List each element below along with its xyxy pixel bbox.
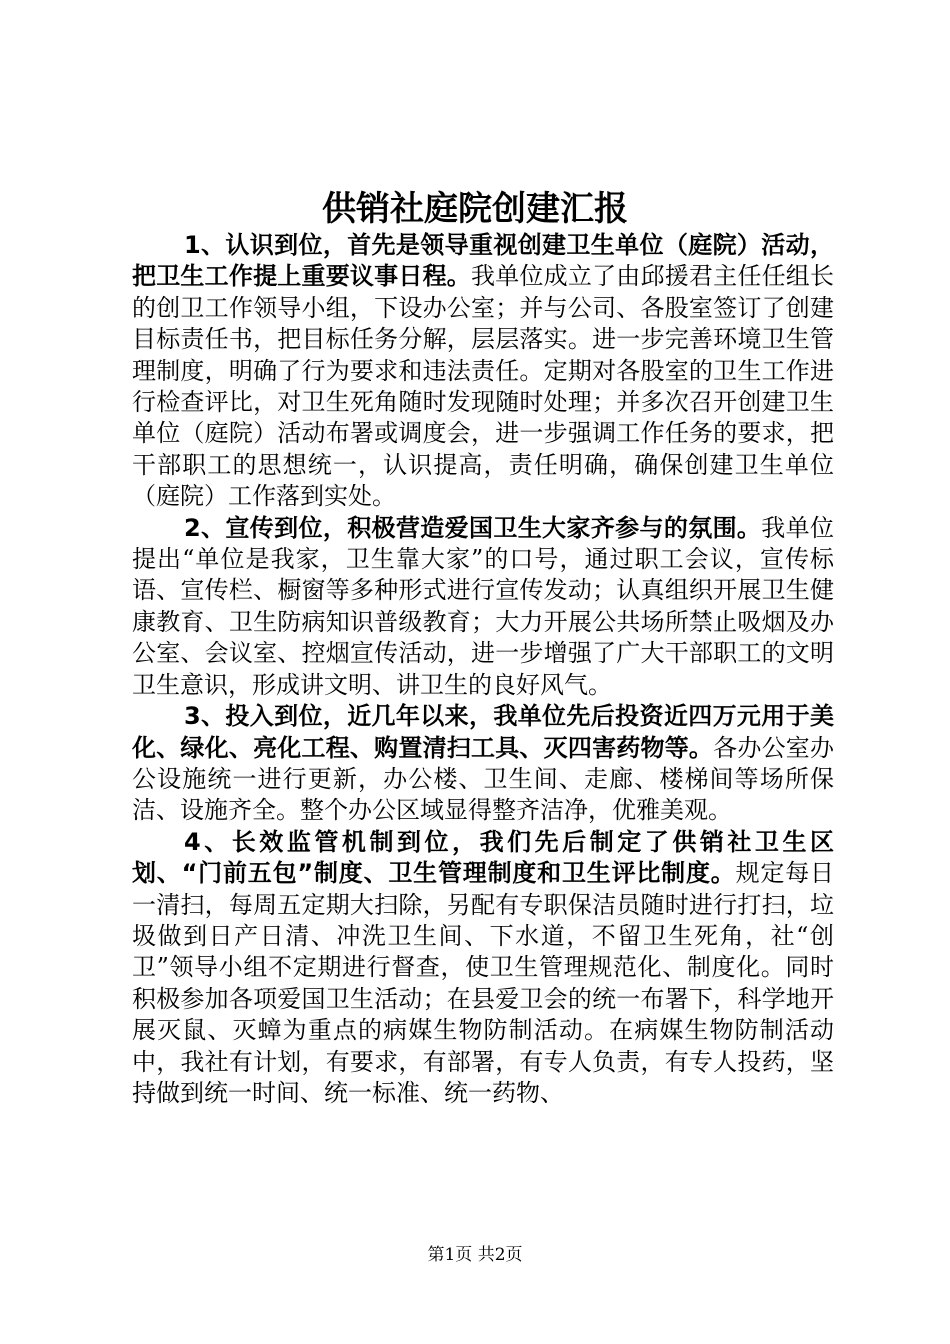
paragraph-lead: 3、投入到位，近几年以来，我单位先后投资近四万元用于美化、绿化、亮化工程、购置清扫工具、灭四害药物等。 xyxy=(132,702,834,762)
paragraph-text: 我单位成立了由邱援君主任任组长的创卫工作领导小组，下设办公室；并与公司、各股室签订了创建目标责任书，把目标任务分解，层层落实。进一步完善环境卫生管理制度，明确了行为要求和违法责任。定期对各股室的卫生工作进行检查评比，对卫生死角随时发现随时处理；并多次召开创建卫生单位（庭院）活动布署或调度会，进一步强调工作任务的要求，把干部职工的思想统一，认识提高，责任明确，确保创建卫生单位（庭院）工作落到实处。 xyxy=(132,262,834,511)
paragraph-text: 各办公室办公设施统一进行更新，办公楼、卫生间、走廊、楼梯间等场所保洁、设施齐全。整个办公区域显得整齐洁净，优雅美观。 xyxy=(132,733,835,825)
paragraph-lead: 1、认识到位，首先是领导重视创建卫生单位（庭院）活动，把卫生工作提上重要议事日程。 xyxy=(132,231,834,291)
paragraph-text: 规定每日一清扫，每周五定期大扫除，另配有专职保洁员随时进行打扫，垃圾做到日产日清、冲洗卫生间、下水道，不留卫生死角，社“创卫”领导小组不定期进行督查，使卫生管理规范化、制度化。同时积极参加各项爱国卫生活动；在县爱卫会的统一布署下，科学地开展灭鼠、灭蟑为重点的病媒生物防制活动。在病媒生物防制活动中，我社有计划，有要求，有部署，有专人负责，有专人投药，坚持做到统一时间、统一标准、统一药物、 xyxy=(132,859,834,1107)
document-body xyxy=(132,230,834,1109)
paragraph-lead: 2、宣传到位，积极营造爱国卫生大家齐参与的氛围。 xyxy=(184,513,762,542)
page-footer: 第1页 共2页 xyxy=(427,1245,523,1265)
paragraph-1 xyxy=(132,230,834,513)
document-title: 供销社庭院创建汇报 xyxy=(322,189,628,229)
paragraph-4 xyxy=(132,827,834,1110)
paragraph-text: 我单位提出“单位是我家，卫生靠大家”的口号，通过职工会议，宣传标语、宣传栏、橱窗等多种形式进行宣传发动；认真组织开展卫生健康教育、卫生防病知识普级教育；大力开展公共场所禁止吸烟及办公室、会议室、控烟宣传活动，进一步增强了广大干部职工的文明卫生意识，形成讲文明、讲卫生的良好风气。 xyxy=(132,513,834,699)
paragraph-3 xyxy=(132,701,834,827)
paragraph-2 xyxy=(132,513,834,701)
paragraph-lead: 4、长效监管机制到位，我们先后制定了供销社卫生区划、“门前五包”制度、卫生管理制度和卫生评比制度。 xyxy=(132,827,834,888)
